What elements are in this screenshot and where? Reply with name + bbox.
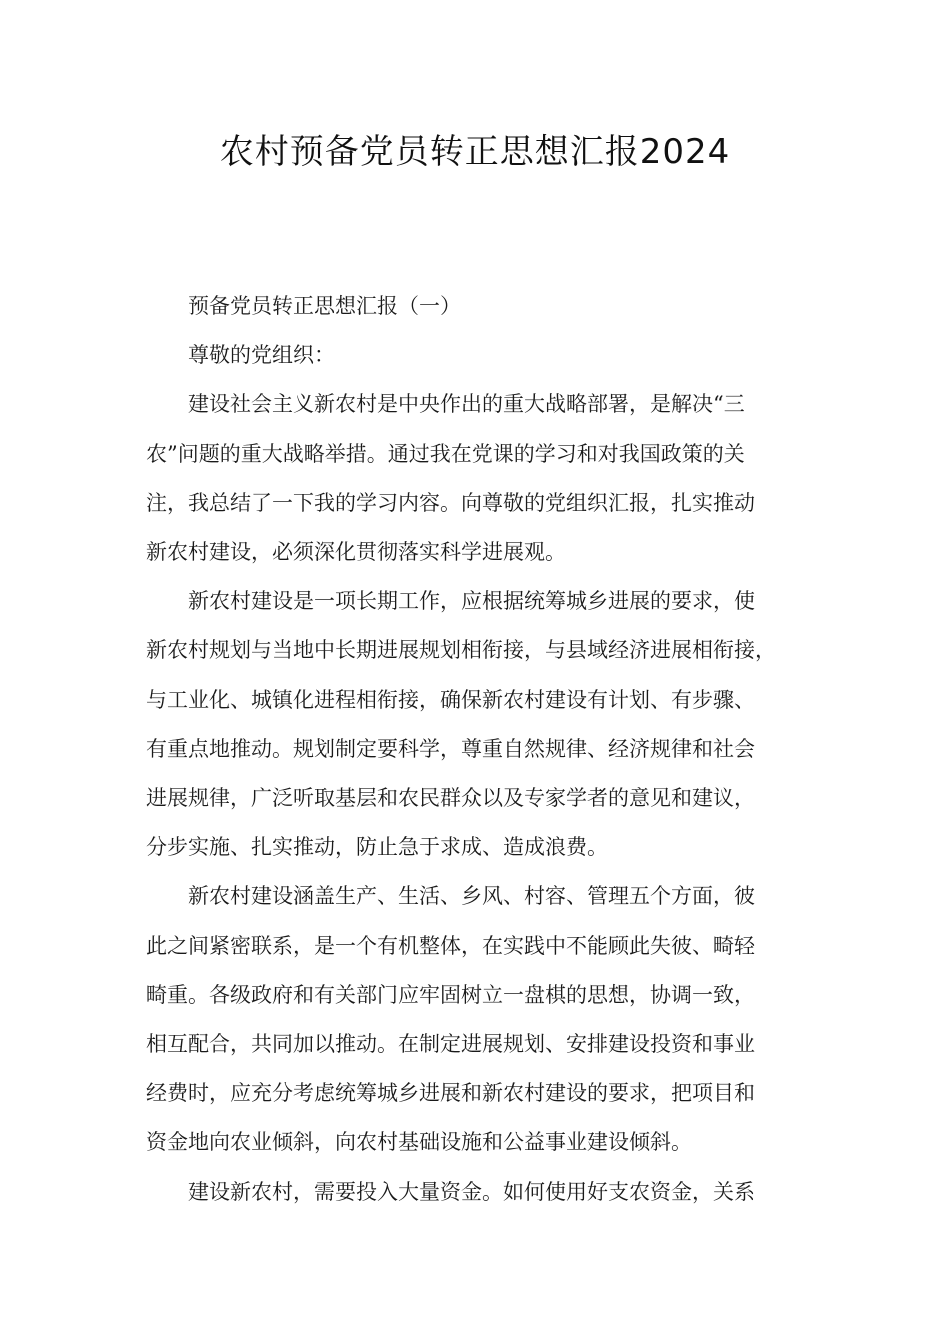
paragraph-line: 建设社会主义新农村是中央作出的重大战略部署，是解决“三 [188, 392, 745, 417]
paragraph-line: 此之间紧密联系，是一个有机整体，在实践中不能顾此失彼、畸轻 [146, 933, 755, 958]
paragraph-3 [146, 872, 812, 1167]
paragraph-line: 农”问题的重大战略举措。通过我在党课的学习和对我国政策的关 [146, 441, 745, 466]
paragraph-line: 注，我总结了一下我的学习内容。向尊敬的党组织汇报，扎实推动 [146, 490, 755, 515]
paragraph-line: 新农村建设涵盖生产、生活、乡风、村容、管理五个方面，彼 [188, 884, 755, 909]
paragraph-2 [146, 577, 812, 872]
paragraph-line: 建设新农村，需要投入大量资金。如何使用好支农资金，关系 [188, 1179, 755, 1204]
paragraph-line: 有重点地推动。规划制定要科学，尊重自然规律、经济规律和社会 [146, 736, 755, 761]
report-subtitle: 预备党员转正思想汇报（一） [188, 294, 461, 318]
paragraph-line: 畸重。各级政府和有关部门应牢固树立一盘棋的思想，协调一致， [146, 982, 755, 1007]
paragraph-line: 新农村规划与当地中长期进展规划相衔接，与县域经济进展相衔接， [146, 638, 776, 663]
paragraph-1 [146, 380, 812, 577]
paragraph-line: 与工业化、城镇化进程相衔接，确保新农村建设有计划、有步骤、 [146, 687, 755, 712]
salutation: 尊敬的党组织： [188, 343, 335, 368]
paragraph-line: 相互配合，共同加以推动。在制定进展规划、安排建设投资和事业 [146, 1032, 755, 1057]
paragraph-line: 分步实施、扎实推动，防止急于求成、造成浪费。 [146, 835, 608, 860]
paragraph-line: 进展规律，广泛听取基层和农民群众以及专家学者的意见和建议， [146, 786, 755, 811]
paragraph-line: 资金地向农业倾斜，向农村基础设施和公益事业建设倾斜。 [146, 1130, 692, 1155]
paragraph-4 [146, 1168, 812, 1217]
paragraph-line: 新农村建设是一项长期工作，应根据统筹城乡进展的要求，使 [188, 589, 755, 614]
document-body [146, 282, 812, 1217]
paragraph-line: 经费时，应充分考虑统筹城乡进展和新农村建设的要求，把项目和 [146, 1081, 755, 1106]
paragraph-line: 新农村建设，必须深化贯彻落实科学进展观。 [146, 540, 566, 565]
document-title: 农村预备党员转正思想汇报2024 [219, 132, 731, 172]
